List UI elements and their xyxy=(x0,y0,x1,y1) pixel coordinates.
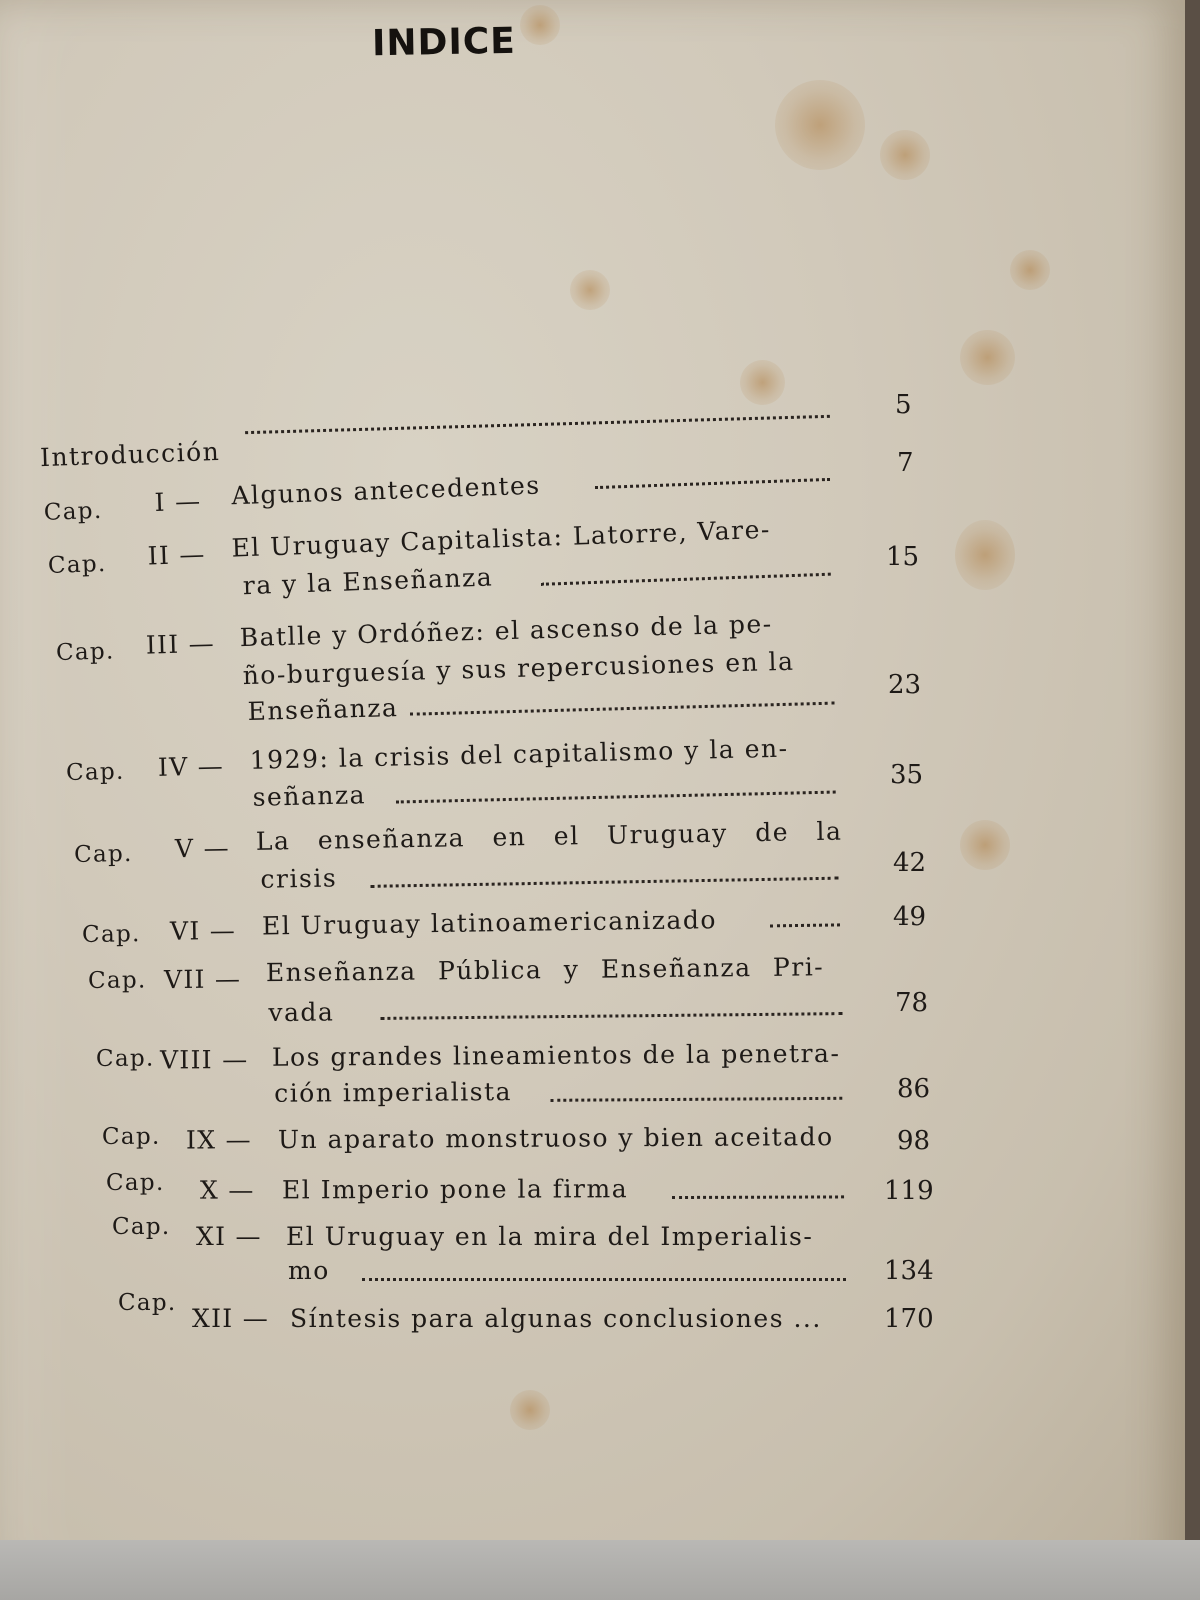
entry-title-continued: ño-burguesía y sus repercusiones en la xyxy=(242,646,795,691)
page-number: 119 xyxy=(884,1176,934,1206)
entry-title: Algunos antecedentes xyxy=(230,470,542,511)
entry-title: El Uruguay Capitalista: Latorre, Vare- xyxy=(231,514,772,563)
page-number: 86 xyxy=(897,1074,931,1104)
entry-title: La enseñanza en el Uruguay de la xyxy=(255,816,843,856)
chapter-number: IV — xyxy=(157,751,225,782)
cap-label: Cap. xyxy=(118,1290,177,1316)
chapter-number: IX — xyxy=(185,1125,252,1155)
cap-label: Cap. xyxy=(81,921,141,948)
cap-label: Cap. xyxy=(43,497,103,526)
leader-dots xyxy=(380,1012,842,1020)
leader-dots xyxy=(541,573,831,586)
page-number: 15 xyxy=(886,542,920,572)
chapter-number: VII — xyxy=(163,964,242,995)
entry-title-continued: ción imperialista xyxy=(274,1077,513,1108)
leader-dots xyxy=(770,923,840,927)
entry-title: Introducción xyxy=(39,436,221,473)
page-number: 7 xyxy=(897,448,915,478)
cap-label: Cap. xyxy=(95,1045,155,1072)
entry-title: Los grandes lineamientos de la penetra- xyxy=(271,1038,841,1072)
page-number: 98 xyxy=(897,1126,931,1156)
cap-label: Cap. xyxy=(65,758,125,786)
chapter-number: VIII — xyxy=(159,1044,249,1075)
page-number: 35 xyxy=(890,760,924,790)
page-number: 49 xyxy=(893,902,927,932)
entry-title: Un aparato monstruoso y bien aceitado xyxy=(277,1122,834,1155)
cap-label: Cap. xyxy=(87,967,147,994)
page-number: 42 xyxy=(893,848,927,878)
chapter-number: II — xyxy=(147,539,207,571)
leader-dots xyxy=(410,702,835,716)
chapter-number: I — xyxy=(154,486,202,517)
entry-title-continued: ra y la Enseñanza xyxy=(242,562,494,601)
chapter-number: X — xyxy=(199,1175,255,1205)
entry-title-continued: mo xyxy=(288,1256,330,1285)
chapter-number: III — xyxy=(145,628,216,660)
chapter-number: XI — xyxy=(196,1222,262,1251)
page-number: 23 xyxy=(888,670,922,700)
entry-title: Síntesis para algunas conclusiones ... xyxy=(290,1304,822,1333)
cap-label: Cap. xyxy=(47,550,107,579)
leader-dots xyxy=(371,877,839,888)
leader-dots xyxy=(550,1097,842,1102)
entry-title: 1929: la crisis del capitalismo y la en- xyxy=(249,733,789,775)
entry-title-continued: vada xyxy=(268,997,335,1028)
page-number: 78 xyxy=(895,988,929,1018)
entry-title-continued: señanza xyxy=(252,780,367,812)
leader-dots xyxy=(362,1278,846,1281)
entry-title-continued: crisis xyxy=(260,863,338,894)
entry-title-continued: Enseñanza xyxy=(247,693,399,726)
cap-label: Cap. xyxy=(55,638,115,666)
cap-label: Cap. xyxy=(73,840,133,868)
entry-title: El Imperio pone la firma xyxy=(281,1174,629,1205)
leader-dots xyxy=(672,1195,844,1199)
leader-dots xyxy=(396,791,836,804)
chapter-number: XII — xyxy=(192,1304,269,1333)
entry-title: Batlle y Ordóñez: el ascenso de la pe- xyxy=(239,609,774,653)
page-title: INDICE xyxy=(371,20,517,65)
page-number: 5 xyxy=(895,390,913,420)
cap-label: Cap. xyxy=(101,1123,161,1150)
cap-label: Cap. xyxy=(112,1214,171,1240)
entry-title: El Uruguay en la mira del Imperialis- xyxy=(286,1222,814,1251)
leader-dots xyxy=(595,478,830,489)
page-number: 134 xyxy=(884,1256,934,1286)
page-number: 170 xyxy=(884,1304,934,1334)
chapter-number: VI — xyxy=(169,915,237,946)
chapter-number: V — xyxy=(174,833,231,864)
entry-title: Enseñanza Pública y Enseñanza Pri- xyxy=(265,952,825,988)
entry-title: El Uruguay latinoamericanizado xyxy=(261,905,718,941)
cap-label: Cap. xyxy=(105,1169,165,1196)
leader-dots xyxy=(245,415,830,434)
